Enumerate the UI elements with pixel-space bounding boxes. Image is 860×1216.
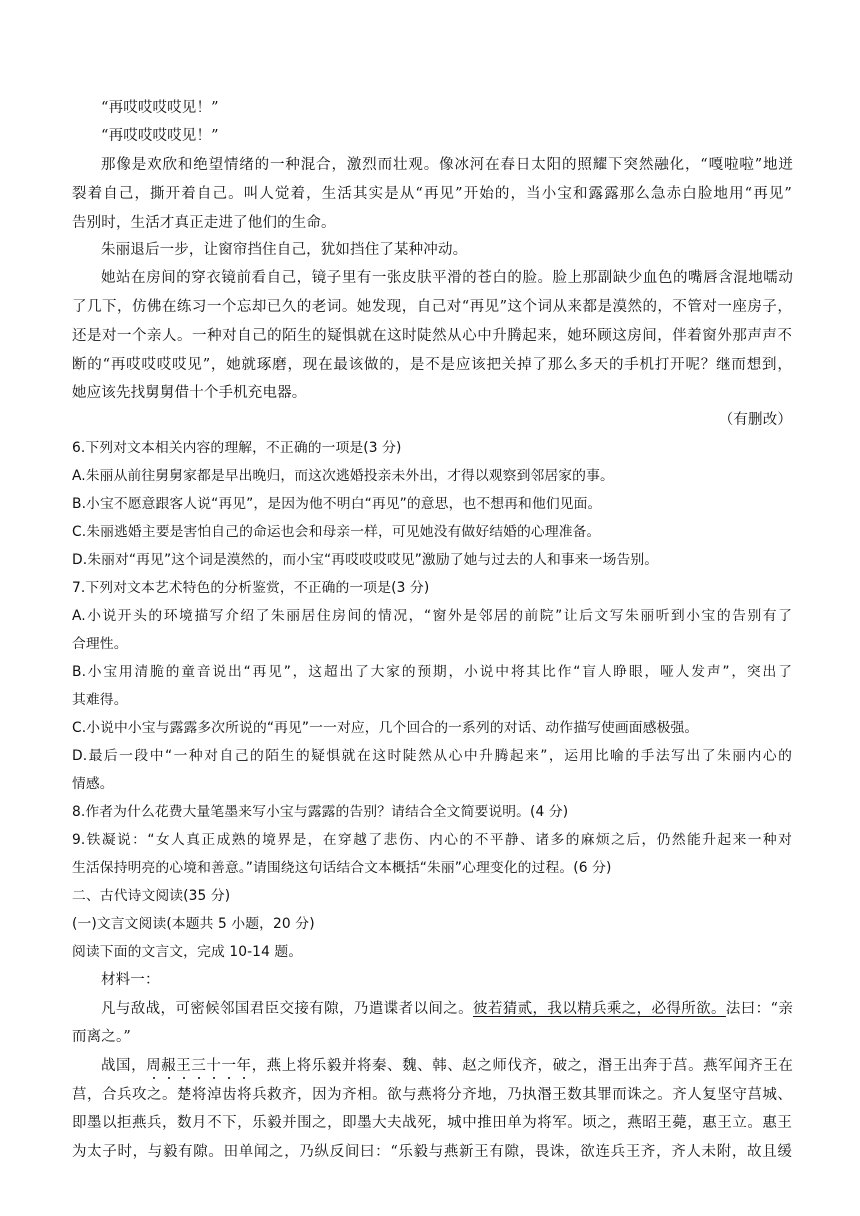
reading-instruction: 阅读下面的文言文，完成 10-14 题。 [72, 944, 303, 960]
emphasis-dot-char: 赧 [161, 1058, 177, 1074]
classical-text-segment: 凡与敌战，可密候邻国君臣交接有隙，乃遣谍者以间之。 [101, 1001, 473, 1017]
question-7: 7.下列对文本艺术特色的分析鉴赏，不正确的一项是(3 分) [72, 580, 430, 596]
story-paragraph-line: 断的“再哎哎哎哎见”，她就琢磨，现在最该做的，是不是应该把关掉了那么多天的手机打开呢？继而想到， [72, 357, 792, 373]
story-paragraph-line: 朱丽退后一步，让窗帘挡住自己，犹如挡住了某种冲动。 [101, 242, 468, 258]
question-7-option-d-cont: 情感。 [72, 776, 114, 792]
emphasis-dot-char: 周 [146, 1058, 162, 1074]
emphasis-dot-char: 年 [236, 1058, 252, 1074]
story-paragraph-line: 裂着自己，撕开着自己。叫人觉着，生活其实是从“再见”开始的，当小宝和露露那么急赤白脸地用“再见” [72, 186, 792, 202]
classical-text-line [101, 999, 793, 1019]
story-paragraph-line: 了几下，仿佛在练习一个忘却已久的老词。她发现，自己对“再见”这个词从来都是漠然的，不管对一座房子， [72, 299, 792, 315]
classical-text-line: 为太子时，与毅有隙。田单闻之，乃纵反间曰：“乐毅与燕新王有隙，畏诛，欲连兵王齐，齐人未附，故且缓 [72, 1144, 792, 1160]
story-paragraph-line: 那像是欢欣和绝望情绪的一种混合，激烈而壮观。像冰河在春日太阳的照耀下突然融化，“嘎啦啦”地迸 [101, 157, 793, 173]
question-7-option-a-cont: 合理性。 [72, 636, 128, 652]
question-9: 9.铁凝说：“女人真正成熟的境界是，在穿越了悲伤、内心的不平静、诸多的麻烦之后，仍然能升起来一种对 [72, 832, 792, 848]
classical-text-segment: 战国， [101, 1058, 147, 1074]
emphasis-dot-char: 王 [176, 1058, 192, 1074]
story-paragraph-line: 告别时，生活才真正走进了他们的生命。 [72, 215, 336, 231]
question-7-option-b-cont: 其难得。 [72, 692, 128, 708]
section-heading: 二、古代诗文阅读(35 分) [72, 888, 231, 904]
classical-text-line: 莒，合兵攻之。楚将淖齿将兵救齐，因为齐相。欲与燕将分齐地，乃执湣王数其罪而诛之。齐人复坚守莒城、 [72, 1087, 792, 1103]
question-9-cont: 生活保持明亮的心境和善意。”请围绕这句话结合文本概括“朱丽”心理变化的过程。(6 分) [72, 860, 612, 876]
story-paragraph-line: 她应该先找舅舅借十个手机充电器。 [72, 385, 307, 401]
classical-text-line: 即墨以拒燕兵，数月不下，乐毅并围之，即墨大夫战死，城中推田单为将军。顷之，燕昭王薨，惠王立。惠王 [72, 1115, 792, 1131]
subsection-heading: (一)文言文阅读(本题共 5 小题，20 分) [72, 916, 315, 932]
source-note: （有删改） [718, 412, 792, 428]
question-7-option-d: D.最后一段中“一种对自己的陌生的疑惧就在这时陡然从心中升腾起来”，运用比喻的手法写出了朱丽内心的 [72, 748, 792, 764]
story-paragraph-line: 她站在房间的穿衣镜前看自己，镜子里有一张皮肤平滑的苍白的脸。脸上那副缺少血色的嘴唇含混地嚅动 [101, 270, 793, 286]
question-6-option-b: B.小宝不愿意跟客人说“再见”，是因为他不明白“再见”的意思，也不想再和他们见面。 [72, 496, 602, 512]
question-7-option-c: C.小说中小宝与露露多次所说的“再见”一一对应，几个回合的一系列的对话、动作描写使画面感极强。 [72, 720, 699, 736]
question-7-option-b: B.小宝用清脆的童音说出“再见”，这超出了大家的预期，小说中将其比作“盲人睁眼，哑人发声”，突出了 [72, 664, 792, 680]
material-label: 材料一： [101, 972, 160, 988]
question-6-option-d: D.朱丽对“再见”这个词是漠然的，而小宝“再哎哎哎哎见”激励了她与过去的人和事来一场告别。 [72, 552, 659, 568]
underlined-sentence: 彼若猜贰，我以精兵乘之，必得所欲。 [472, 1001, 726, 1017]
dialogue-line: “再哎哎哎哎见！” [101, 128, 219, 144]
classical-text-line: 而离之。” [72, 1029, 131, 1045]
emphasis-dot-char: 一 [221, 1058, 237, 1074]
question-6-option-a: A.朱丽从前往舅舅家都是早出晚归，而这次逃婚投亲未外出，才得以观察到邻居家的事。 [72, 468, 614, 484]
emphasis-dotted-phrase [146, 1058, 251, 1074]
question-6-option-c: C.朱丽逃婚主要是害怕自己的命运也会和母亲一样，可见她没有做好结婚的心理准备。 [72, 524, 601, 540]
classical-text-segment: ，燕上将乐毅并将秦、魏、韩、赵之师伐齐，破之，湣王出奔于莒。燕军闻齐王在 [251, 1058, 794, 1074]
story-paragraph-line: 还是对一个亲人。一种对自己的陌生的疑惧就在这时陡然从心中升腾起来，她环顾这房间，伴着窗外那声声不 [72, 328, 792, 344]
classical-text-segment: 法曰：“亲 [725, 1001, 793, 1017]
question-6: 6.下列对文本相关内容的理解，不正确的一项是(3 分) [72, 440, 402, 456]
question-7-option-a: A.小说开头的环境描写介绍了朱丽居住房间的情况，“窗外是邻居的前院”让后文写朱丽听到小宝的告别有了 [72, 608, 792, 624]
emphasis-dot-char: 三 [191, 1058, 207, 1074]
dialogue-line: “再哎哎哎哎见！” [101, 100, 219, 116]
classical-text-line [101, 1056, 793, 1076]
emphasis-dot-char: 十 [206, 1058, 222, 1074]
question-8: 8.作者为什么花费大量笔墨来写小宝与露露的告别？请结合全文简要说明。(4 分) [72, 804, 569, 820]
